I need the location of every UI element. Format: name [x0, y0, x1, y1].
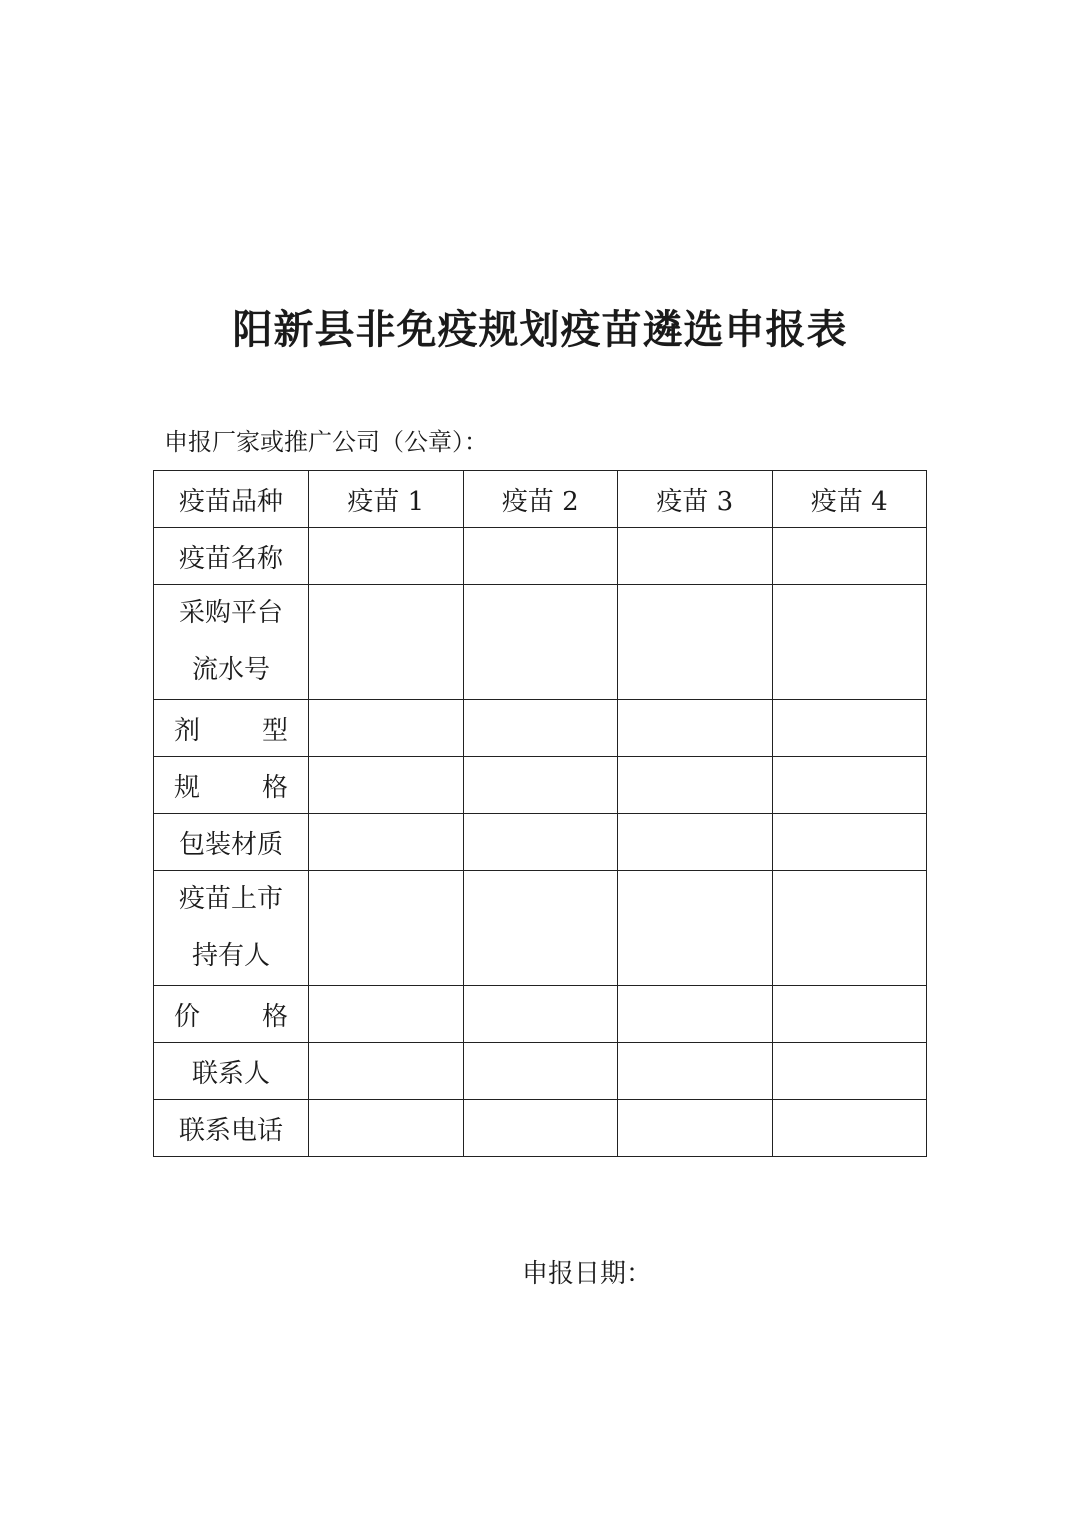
row-label-char: 格: [261, 1001, 288, 1032]
input-cell[interactable]: [463, 986, 618, 1043]
input-cell[interactable]: [618, 1100, 773, 1157]
input-cell[interactable]: [463, 700, 618, 757]
row-label-line: 流水号: [191, 655, 270, 685]
table-row: [154, 986, 927, 1043]
row-label-char: 价: [174, 1001, 201, 1032]
row-label-line: 持有人: [191, 941, 270, 971]
table-row: [154, 871, 927, 986]
row-label-char: 型: [261, 715, 288, 746]
row-label-line: 疫苗上市: [178, 884, 283, 914]
row-label-phone: 联系电话: [154, 1100, 309, 1157]
application-table: [153, 470, 927, 1157]
header-vaccine-type: 疫苗品种: [154, 471, 309, 528]
table-row: [154, 585, 927, 700]
input-cell[interactable]: [309, 1043, 464, 1100]
row-label-specification: [154, 757, 309, 814]
table-row: [154, 1100, 927, 1157]
input-cell[interactable]: [618, 700, 773, 757]
input-cell[interactable]: [309, 528, 464, 585]
applicant-label: 申报厂家或推广公司（公章）：: [164, 428, 488, 456]
table-row: [154, 471, 927, 528]
input-cell[interactable]: [772, 528, 927, 585]
input-cell[interactable]: [772, 986, 927, 1043]
input-cell[interactable]: [772, 757, 927, 814]
input-cell[interactable]: [463, 528, 618, 585]
table-row: [154, 814, 927, 871]
table-row: [154, 700, 927, 757]
table-row: [154, 757, 927, 814]
row-label-packaging: 包装材质: [154, 814, 309, 871]
input-cell[interactable]: [309, 871, 464, 986]
input-cell[interactable]: [309, 1100, 464, 1157]
input-cell[interactable]: [309, 700, 464, 757]
row-label-dosage-form: [154, 700, 309, 757]
row-label-marketing-holder: [154, 871, 309, 986]
table-row: [154, 1043, 927, 1100]
input-cell[interactable]: [772, 700, 927, 757]
input-cell[interactable]: [463, 757, 618, 814]
input-cell[interactable]: [618, 1043, 773, 1100]
input-cell[interactable]: [309, 757, 464, 814]
input-cell[interactable]: [772, 814, 927, 871]
input-cell[interactable]: [463, 1043, 618, 1100]
row-label-contact: 联系人: [154, 1043, 309, 1100]
input-cell[interactable]: [618, 814, 773, 871]
input-cell[interactable]: [618, 757, 773, 814]
row-label-vaccine-name: 疫苗名称: [154, 528, 309, 585]
header-vaccine-1: 疫苗 1: [309, 471, 464, 528]
row-label-line: 采购平台: [178, 598, 283, 628]
input-cell[interactable]: [772, 871, 927, 986]
input-cell[interactable]: [463, 585, 618, 700]
input-cell[interactable]: [309, 814, 464, 871]
date-label: 申报日期：: [522, 1259, 653, 1289]
row-label-char: 剂: [174, 715, 201, 746]
row-label-char: 格: [261, 772, 288, 803]
input-cell[interactable]: [772, 1043, 927, 1100]
input-cell[interactable]: [618, 871, 773, 986]
input-cell[interactable]: [463, 1100, 618, 1157]
input-cell[interactable]: [463, 814, 618, 871]
input-cell[interactable]: [772, 585, 927, 700]
header-vaccine-4: 疫苗 4: [772, 471, 927, 528]
input-cell[interactable]: [618, 986, 773, 1043]
header-vaccine-2: 疫苗 2: [463, 471, 618, 528]
row-label-platform-serial: [154, 585, 309, 700]
input-cell[interactable]: [618, 585, 773, 700]
row-label-char: 规: [174, 772, 201, 803]
page-title: 阳新县非免疫规划疫苗遴选申报表: [232, 307, 848, 353]
header-vaccine-3: 疫苗 3: [618, 471, 773, 528]
input-cell[interactable]: [309, 585, 464, 700]
row-label-price: [154, 986, 309, 1043]
input-cell[interactable]: [309, 986, 464, 1043]
input-cell[interactable]: [618, 528, 773, 585]
input-cell[interactable]: [463, 871, 618, 986]
table-row: [154, 528, 927, 585]
input-cell[interactable]: [772, 1100, 927, 1157]
